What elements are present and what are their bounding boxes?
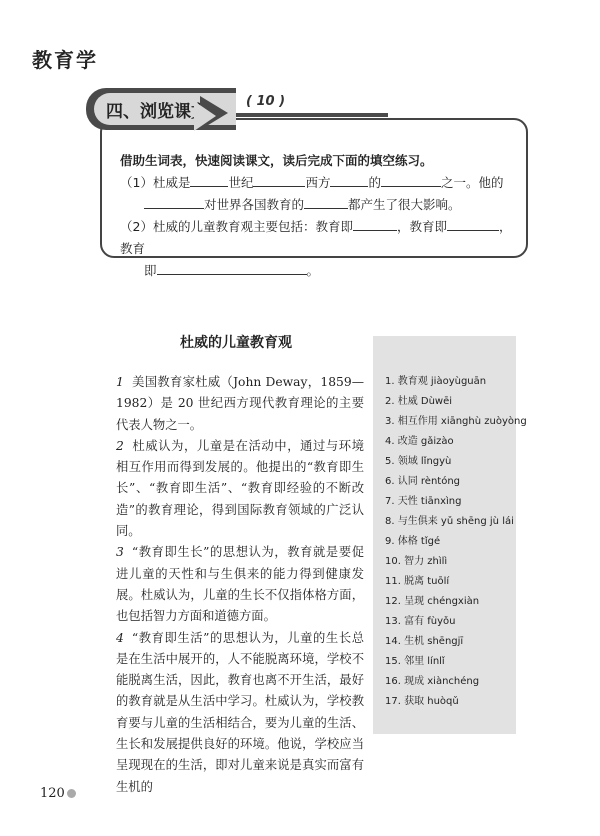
vocabulary-item: 14. 生机 shēngjī	[385, 636, 464, 647]
vocabulary-list	[385, 372, 527, 712]
question-2-cont: 即 。	[144, 263, 320, 278]
time-label: ( 10 )	[246, 94, 286, 109]
vocabulary-item: 1. 教育观 jiàoyùguān	[385, 376, 487, 387]
paragraph-text: 美国教育家杜威（John Deway，1859—1982）是 20 世纪西方现代教育理论的主要代表人物之一。	[116, 375, 364, 432]
page-number-text: 120	[40, 786, 65, 801]
page-dot-icon	[67, 789, 76, 798]
question-1: （1）杜威是 世纪 西方 的 之一。他的	[120, 175, 504, 190]
blank-6[interactable]	[304, 195, 348, 209]
paragraph-number: 3	[116, 545, 124, 560]
vocabulary-item: 5. 领域 lǐngyù	[385, 456, 452, 467]
paragraph	[116, 372, 364, 436]
section-title: 四、浏览课文	[94, 93, 236, 125]
blank-5[interactable]	[144, 195, 204, 209]
vocabulary-item: 8. 与生俱来 yǔ shēng jù lái	[385, 516, 514, 527]
paragraph-number: 2	[116, 438, 124, 453]
vocabulary-item: 6. 认同 rèntóng	[385, 476, 461, 487]
paragraph-number: 4	[116, 630, 124, 645]
vocabulary-item: 10. 智力 zhìlì	[385, 556, 448, 567]
exercise-instruction: 借助生词表，快速阅读课文，读后完成下面的填空练习。	[120, 153, 433, 168]
vocabulary-item: 12. 呈现 chéngxiàn	[385, 596, 480, 607]
vocabulary-item: 15. 邻里 línlǐ	[385, 656, 445, 667]
page-number	[40, 786, 76, 801]
blank-1[interactable]	[190, 173, 228, 187]
blank-9[interactable]	[157, 261, 307, 275]
blank-8[interactable]	[447, 217, 499, 231]
vocabulary-item: 13. 富有 fùyǒu	[385, 616, 456, 627]
blank-4[interactable]	[381, 173, 441, 187]
blank-3[interactable]	[330, 173, 368, 187]
paragraph-text: “教育即生活”的思想认为，儿童的生长总是在生活中展开的，人不能脱离环境，学校不能脱离生活，因此，教育也离不开生活，最好的教育就是从生活中学习。杜威认为，学校教育要与儿童的生活相结合，要为儿童的生活、生长和发展提供良好的环境。他说，学校应当呈现现在的生活，即对儿童来说是真实而富有生机的	[116, 630, 364, 794]
exercise-content	[120, 150, 520, 282]
question-1-cont: 对世界各国教育的 都产生了很大影响。	[120, 194, 520, 216]
section-tab-arrow-inner	[194, 101, 216, 131]
article-title: 杜威的儿童教育观	[180, 335, 292, 351]
question-2: （2）杜威的儿童教育观主要包括：教育即 ，教育即 ，教育	[120, 219, 512, 256]
vocabulary-item: 7. 天性 tiānxìng	[385, 496, 462, 507]
blank-7[interactable]	[353, 217, 397, 231]
blank-2[interactable]	[253, 173, 305, 187]
vocabulary-item: 17. 获取 huòqǔ	[385, 696, 459, 707]
paragraph-text: 杜威认为，儿童是在活动中，通过与环境相互作用而得到发展的。他提出的“教育即生长”、“教育即生活”、“教育即经验的不断改造”的教育理论，得到国际教育领域的广泛认同。	[116, 438, 364, 539]
vocabulary-item: 16. 现成 xiànchéng	[385, 676, 480, 687]
paragraph-text: “教育即生长”的思想认为，教育就是要促进儿童的天性和与生俱来的能力得到健康发展。杜威认为，儿童的生长不仅指体格方面，也包括智力方面和道德方面。	[116, 545, 364, 624]
section-tab-bar	[236, 113, 388, 117]
book-title: 教育学	[32, 48, 98, 72]
paragraph	[116, 436, 364, 542]
article-body	[116, 372, 364, 798]
paragraph-number: 1	[116, 375, 124, 389]
vocabulary-item: 4. 改造 gǎizào	[385, 436, 454, 447]
vocabulary-item: 9. 体格 tǐgé	[385, 536, 441, 547]
paragraph	[116, 542, 364, 627]
vocabulary-item: 11. 脱离 tuōlí	[385, 576, 450, 587]
paragraph	[116, 628, 364, 798]
vocabulary-item: 2. 杜威 Dùwēi	[385, 396, 453, 407]
vocabulary-item: 3. 相互作用 xiānghù zuòyòng	[385, 416, 527, 427]
